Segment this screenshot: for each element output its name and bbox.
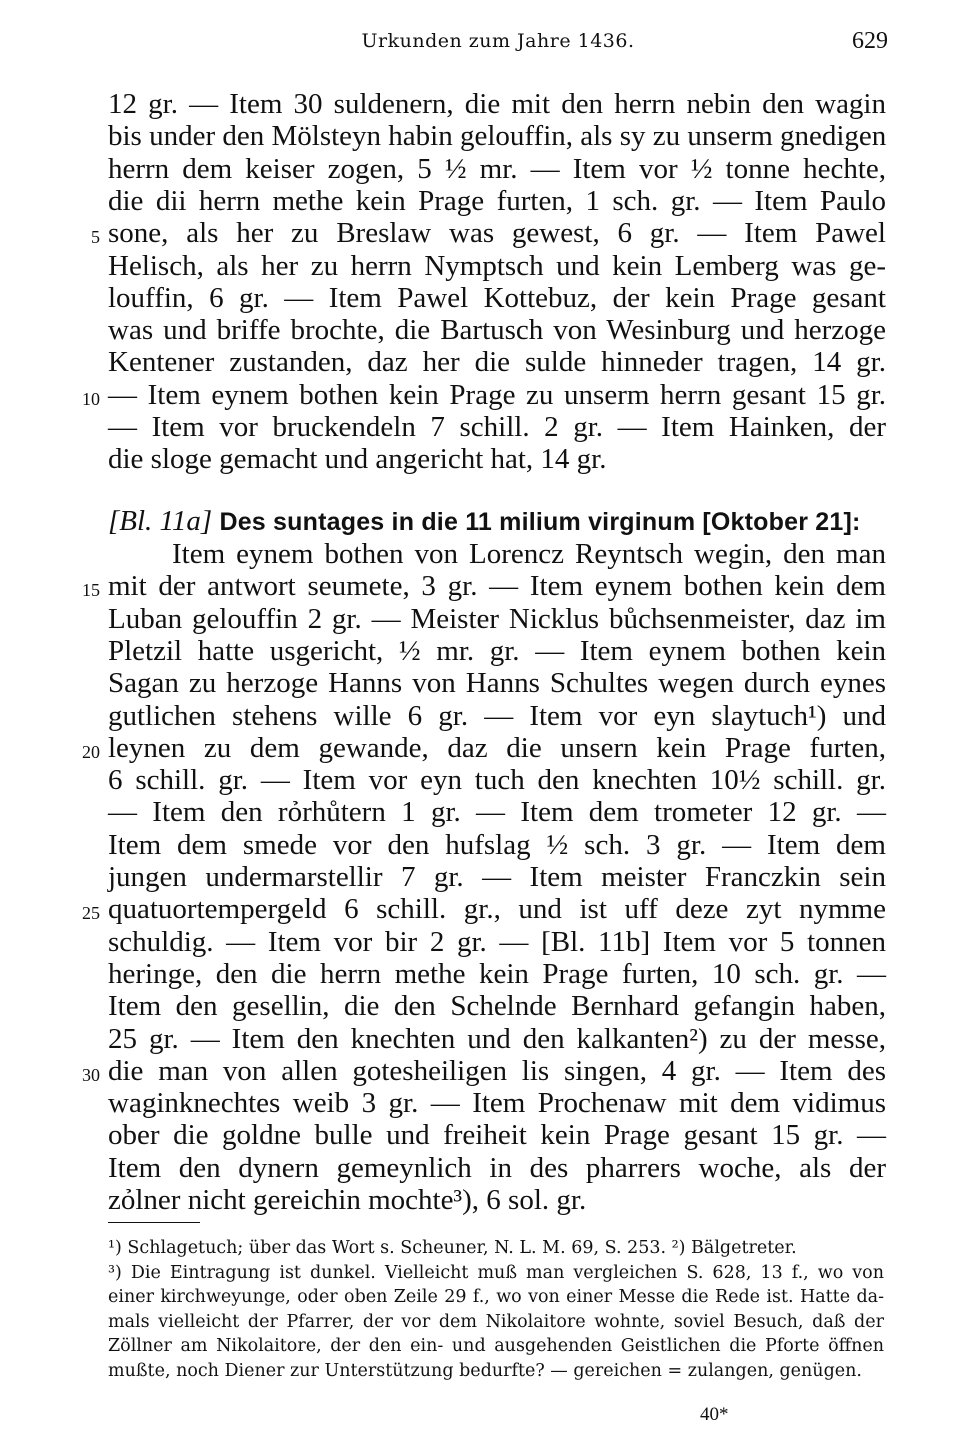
text-line: 6 schill. gr. — Item vor eyn tuch den knechten 10½ schill. gr.	[108, 764, 886, 797]
line-number: 30	[82, 1064, 100, 1085]
footnote-line: Zöllner am Nikolaitore, der den ein- und ausgehenden Geistlichen die Pforte öffnen	[108, 1336, 884, 1356]
text-line: Sagan zu herzoge Hanns von Hanns Schultes wegen durch eynes	[108, 667, 886, 700]
line-number: 25	[82, 903, 100, 924]
text-line: heringe, den die herrn methe kein Prage furten, 10 sch. gr. —	[108, 957, 886, 990]
heading-text: Des suntages in die 11 milium virginum [Oktober 21]:	[219, 508, 861, 536]
line-number: 5	[91, 227, 100, 248]
text-line: die dii herrn methe kein Prage furten, 1 sch. gr. — Item Paulo	[108, 184, 886, 217]
text-line: — Item eynem bothen kein Prage zu unserm herrn gesant 15 gr.	[108, 378, 886, 411]
text-line: — Item den rỏrhůtern 1 gr. — Item dem trometer 12 gr. —	[108, 796, 886, 829]
text-line: Pletzil hatte usgericht, ½ mr. gr. — Item eynem bothen kein	[108, 634, 886, 667]
text-line: mit der antwort seumete, 3 gr. — Item eynem bothen kein dem	[108, 570, 886, 603]
text-line: louffin, 6 gr. — Item Pawel Kottebuz, der kein Prage gesant	[108, 281, 886, 314]
text-line: waginknechtes weib 3 gr. — Item Prochenaw mit dem vidimus	[108, 1087, 886, 1120]
line-number: 20	[82, 741, 100, 762]
text-line: Item dem smede vor den hufslag ½ sch. 3 gr. — Item dem	[108, 828, 886, 861]
line-number: 10	[82, 388, 100, 409]
text-line: leynen zu dem gewande, daz die unsern kein Prage furten,	[108, 731, 886, 764]
text-line: quatuortempergeld 6 schill. gr., und ist uff deze zyt nymme	[108, 893, 886, 926]
text-line: Luban gelouffin 2 gr. — Meister Nicklus bůchsenmeister, daz im	[108, 602, 886, 635]
text-line: die sloge gemacht und angericht hat, 14 gr.	[108, 443, 607, 476]
line-number: 15	[82, 580, 100, 601]
text-line: 25 gr. — Item den knechten und den kalkanten²) zu der messe,	[108, 1022, 886, 1055]
text-line: bis under den Mölsteyn habin gelouffin, als sy zu unserm gnedigen	[108, 120, 887, 153]
text-line: Item den dynern gemeynlich in des pharrers woche, als der	[108, 1151, 886, 1184]
running-head: Urkunden zum Jahre 1436.	[361, 30, 635, 52]
text-line: Item den gesellin, die den Schelnde Bernhard gefangin haben,	[108, 990, 886, 1023]
section-heading	[108, 505, 886, 538]
page-header	[108, 30, 888, 70]
text-line: ober die goldne bulle und freiheit kein Prage gesant 15 gr. —	[108, 1119, 886, 1152]
text-line: jungen undermarstellir 7 gr. — Item meister Franczkin sein	[108, 861, 886, 893]
text-line: die man von allen gotesheiligen lis singen, 4 gr. — Item des	[108, 1054, 886, 1087]
page-number: 629	[852, 28, 888, 54]
text-line: gutlichen stehens wille 6 gr. — Item vor eyn slaytuch¹) und	[108, 699, 886, 732]
footnote-line: mals vielleicht der Pfarrer, der vor dem Nikolaitore wohnte, soviel Besuch, daß der	[108, 1311, 884, 1332]
text-line: herrn dem keiser zogen, 5 ½ mr. — Item vor ½ tonne hechte,	[108, 152, 886, 185]
footnote-rule	[108, 1222, 200, 1223]
text-line: schuldig. — Item vor bir 2 gr. — [Bl. 11b] Item vor 5 tonnen	[108, 925, 886, 958]
text-line: sone, als her zu Breslaw was gewest, 6 gr. — Item Pawel	[108, 217, 886, 250]
footnote-line: einer kirchweyunge, oder oben Zeile 29 f., wo von einer Messe die Rede ist. Hatte da-	[108, 1287, 884, 1307]
text-line: Kentener zustanden, daz her die sulde hinneder tragen, 14 gr.	[108, 346, 886, 379]
text-line: Item eynem bothen von Lorencz Reyntsch wegin, den man	[172, 538, 886, 570]
footnote-line: mußte, noch Diener zur Unterstützung bedurfte? — gereichen = zulangen, genügen.	[108, 1360, 862, 1381]
text-line: — Item vor bruckendeln 7 schill. 2 gr. — Item Hainken, der	[108, 411, 886, 443]
text-line: 12 gr. — Item 30 suldenern, die mit den herrn nebin den wagin	[108, 88, 886, 120]
text-line: zỏlner nicht gereichin mochte³), 6 sol. gr.	[108, 1184, 587, 1216]
text-line: was und briffe brochte, die Bartusch von Wesinburg und herzoge	[108, 314, 886, 347]
folio-reference: [Bl. 11a]	[108, 505, 213, 537]
text-line: Helisch, als her zu herrn Nymptsch und kein Lemberg was ge-	[108, 249, 886, 282]
footnote-line: ³) Die Eintragung ist dunkel. Vielleicht muß man vergleichen S. 628, 13 f., wo von	[108, 1262, 884, 1283]
signature-mark: 40*	[700, 1404, 729, 1425]
footnote-line: ¹) Schlagetuch; über das Wort s. Scheuner, N. L. M. 69, S. 253. ²) Bälgetreter.	[108, 1238, 797, 1258]
